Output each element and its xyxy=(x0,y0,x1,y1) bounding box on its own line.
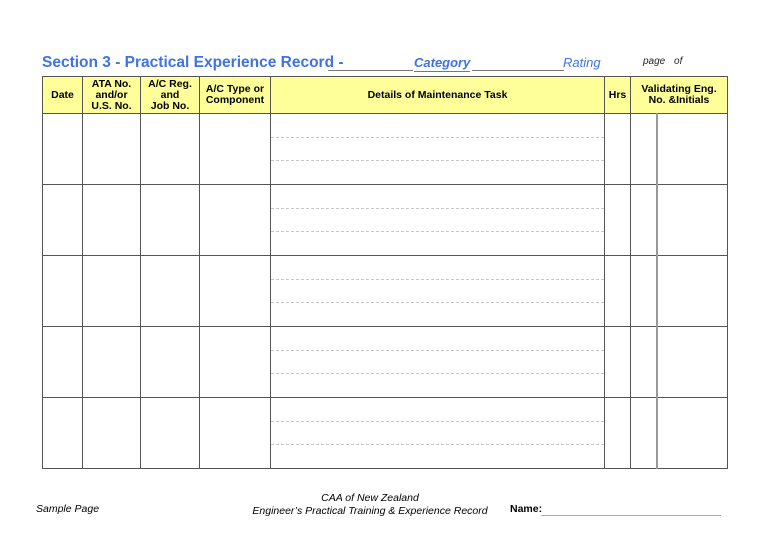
dotted-rule xyxy=(271,350,604,351)
dotted-rule xyxy=(271,208,604,209)
dotted-rule xyxy=(271,373,604,374)
footer-sample-page: Sample Page xyxy=(36,503,100,515)
dotted-rule xyxy=(271,302,604,303)
cell-date[interactable] xyxy=(43,114,83,185)
cell-date[interactable] xyxy=(43,327,83,398)
column-header-date: Date xyxy=(43,77,83,114)
cell-ac-type[interactable] xyxy=(200,256,271,327)
cell-hrs[interactable] xyxy=(605,256,631,327)
dotted-rule xyxy=(271,444,604,445)
table-row xyxy=(43,256,728,327)
header-line: Component xyxy=(205,94,265,106)
cell-details[interactable] xyxy=(271,256,605,327)
dotted-rule xyxy=(271,421,604,422)
cell-ac-type[interactable] xyxy=(200,114,271,185)
header-line: and xyxy=(160,88,180,101)
header-line: U.S. No. xyxy=(91,99,132,112)
table-row xyxy=(43,185,728,256)
header-line: A/C Type or xyxy=(205,83,265,95)
cell-validating-initials[interactable] xyxy=(657,256,728,327)
cell-ac-reg[interactable] xyxy=(141,185,200,256)
column-header-hrs: Hrs xyxy=(605,77,631,114)
cell-hrs[interactable] xyxy=(605,327,631,398)
footer-name-label: Name: xyxy=(510,503,543,515)
cell-hrs[interactable] xyxy=(605,114,631,185)
header-line: A/C Reg. xyxy=(148,77,192,90)
cell-ac-type[interactable] xyxy=(200,185,271,256)
cell-ac-type[interactable] xyxy=(200,398,271,469)
cell-date[interactable] xyxy=(43,185,83,256)
dotted-rule xyxy=(271,137,604,138)
cell-validating-no[interactable] xyxy=(631,114,657,185)
cell-validating-no[interactable] xyxy=(631,256,657,327)
dotted-rule xyxy=(271,279,604,280)
footer-org-name: CAA of New Zealand xyxy=(321,492,419,504)
blank-field-before-category[interactable] xyxy=(328,70,413,71)
column-header-details: Details of Maintenance Task xyxy=(271,77,605,114)
cell-validating-initials[interactable] xyxy=(657,114,728,185)
cell-ac-type[interactable] xyxy=(200,327,271,398)
dotted-rule xyxy=(271,160,604,161)
dotted-rule xyxy=(271,231,604,232)
rating-label: Rating xyxy=(563,55,601,70)
table-row xyxy=(43,327,728,398)
column-header-ata xyxy=(83,77,141,114)
cell-validating-initials[interactable] xyxy=(657,398,728,469)
header-line: ATA No. xyxy=(91,77,132,90)
title-line xyxy=(42,54,742,74)
column-header-ac-type xyxy=(200,77,271,114)
cell-validating-no[interactable] xyxy=(631,327,657,398)
footer-record-title: Engineer’s Practical Training & Experience Record xyxy=(252,504,488,517)
cell-ata[interactable] xyxy=(83,398,141,469)
table-row xyxy=(43,398,728,469)
page-number-label: page of xyxy=(643,56,683,67)
cell-ata[interactable] xyxy=(83,114,141,185)
cell-ac-reg[interactable] xyxy=(141,327,200,398)
cell-details[interactable] xyxy=(271,114,605,185)
cell-date[interactable] xyxy=(43,256,83,327)
cell-details[interactable] xyxy=(271,185,605,256)
footer-organization xyxy=(230,492,510,517)
cell-details[interactable] xyxy=(271,327,605,398)
experience-record-table xyxy=(42,76,728,469)
cell-ata[interactable] xyxy=(83,256,141,327)
cell-date[interactable] xyxy=(43,398,83,469)
table-row xyxy=(43,114,728,185)
name-field[interactable] xyxy=(541,515,721,516)
column-header-ac-reg xyxy=(141,77,200,114)
table-header-row xyxy=(43,77,728,114)
cell-validating-no[interactable] xyxy=(631,185,657,256)
cell-ata[interactable] xyxy=(83,327,141,398)
header-line: Job No. xyxy=(150,99,190,112)
header-line: and/or xyxy=(95,88,128,101)
cell-ac-reg[interactable] xyxy=(141,256,200,327)
cell-ac-reg[interactable] xyxy=(141,398,200,469)
header-line: No. &Initials xyxy=(648,94,710,106)
cell-validating-no[interactable] xyxy=(631,398,657,469)
cell-hrs[interactable] xyxy=(605,185,631,256)
category-blank-field[interactable] xyxy=(472,70,564,71)
cell-hrs[interactable] xyxy=(605,398,631,469)
category-label: Category xyxy=(414,55,471,70)
header-line: Validating Eng. xyxy=(641,83,717,95)
cell-ac-reg[interactable] xyxy=(141,114,200,185)
cell-validating-initials[interactable] xyxy=(657,327,728,398)
cell-ata[interactable] xyxy=(83,185,141,256)
cell-validating-initials[interactable] xyxy=(657,185,728,256)
cell-details[interactable] xyxy=(271,398,605,469)
column-header-validating xyxy=(631,77,728,114)
page-title: Section 3 - Practical Experience Record - xyxy=(42,54,344,71)
